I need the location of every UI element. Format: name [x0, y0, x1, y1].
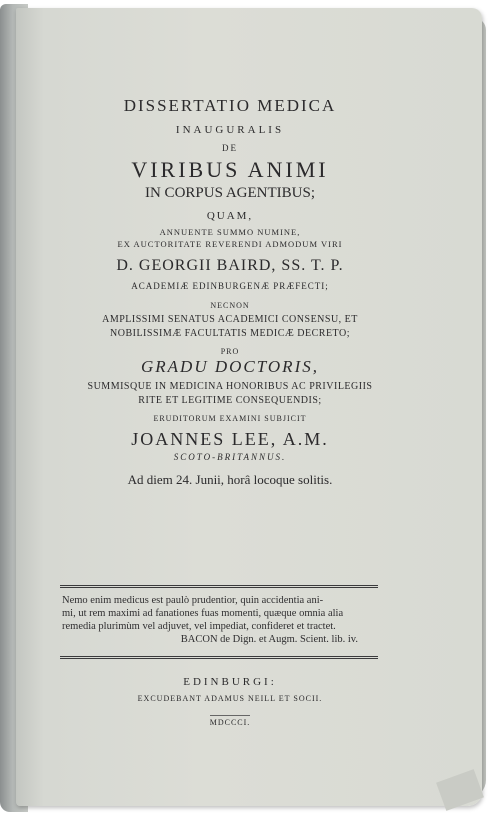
praefecti-line: ACADEMIÆ EDINBURGENÆ PRÆFECTI; — [131, 281, 329, 291]
epigraph-line: Nemo enim medicus est paulò prudentior, quin accidentia ani- — [62, 595, 324, 606]
quam-line: QUAM, — [206, 210, 254, 222]
honoribus-line: SUMMISQUE IN MEDICINA HONORIBUS AC PRIVILEGIIS — [87, 381, 373, 392]
annuente-line: ANNUENTE SUMMO NUMINE, — [159, 227, 301, 237]
consequendis-line: RITE ET LEGITIME CONSEQUENDIS; — [138, 395, 322, 406]
imprint-block — [30, 676, 430, 727]
praeses-name: D. GEORGII BAIRD, SS. T. P. — [116, 257, 344, 274]
dissertation-title: DISSERTATIO MEDICA — [123, 96, 337, 115]
degree-line: GRADU DOCTORIS, — [141, 357, 319, 376]
author-nationality: SCOTO-BRITANNUS. — [173, 452, 287, 462]
imprint-city: EDINBURGI: — [183, 676, 277, 688]
epigraph-line: mi, ut rem maximi ad fanationes fuas momenti, quæque omnia alia — [62, 608, 344, 619]
pro-line: PRO — [220, 347, 240, 356]
top-double-rule — [60, 585, 378, 588]
de-line: DE — [222, 143, 238, 153]
epigraph — [62, 594, 380, 646]
author-name: JOANNES LEE, A.M. — [131, 429, 329, 449]
defense-date: Ad diem 24. Junii, horâ locoque solitis. — [127, 472, 333, 487]
necnon-line: NECNON — [210, 301, 250, 310]
title-block — [30, 96, 430, 488]
bottom-double-rule — [60, 656, 378, 659]
epigraph-line: remedia plurimùm vel adjuvet, vel impediat, confideret et tractet. — [62, 621, 336, 632]
inauguralis-line: INAUGURALIS — [175, 124, 285, 136]
epigraph-citation: BACON de Dign. et Augm. Scient. lib. iv. — [180, 634, 358, 645]
senatus-line: AMPLISSIMI SENATUS ACADEMICI CONSENSU, ET — [102, 314, 358, 325]
subject-subtitle: IN CORPUS AGENTIBUS; — [144, 185, 316, 201]
main-subject: VIRIBUS ANIMI — [131, 157, 329, 182]
facultatis-line: NOBILISSIMÆ FACULTATIS MEDICÆ DECRETO; — [110, 328, 350, 339]
auctoritate-line: EX AUCTORITATE REVERENDI ADMODUM VIRI — [117, 239, 343, 249]
imprint-printer: EXCUDEBANT ADAMUS NEILL ET SOCII. — [137, 694, 323, 703]
examini-line: ERUDITORUM EXAMINI SUBJICIT — [153, 414, 307, 423]
imprint-year: MDCCCI. — [210, 715, 251, 727]
